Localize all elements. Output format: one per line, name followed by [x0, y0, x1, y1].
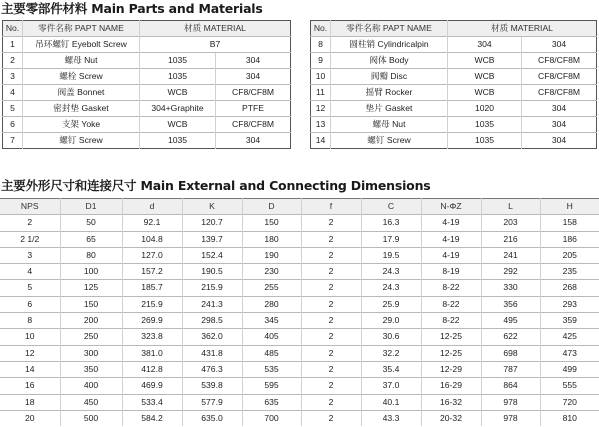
part-material-a: WCB [448, 85, 522, 101]
part-material-a: 1035 [140, 53, 216, 69]
dimension-cell: 350 [60, 361, 122, 377]
part-material-a: WCB [448, 69, 522, 85]
part-material-a: 304+Graphite [140, 101, 216, 117]
dimension-cell: 43.3 [361, 410, 421, 426]
part-material-b: CF8/CF8M [522, 85, 597, 101]
dimension-cell: 698 [481, 345, 540, 361]
dimension-header-cell: N-ΦZ [421, 199, 481, 215]
dimension-cell: 16-32 [421, 394, 481, 410]
part-number: 5 [3, 101, 23, 117]
dimension-header-cell: D [242, 199, 301, 215]
parts-row [3, 69, 291, 85]
dimension-cell: 400 [60, 378, 122, 394]
dimension-cell: 125 [60, 280, 122, 296]
dimension-header-cell: C [361, 199, 421, 215]
dimension-cell: 425 [540, 329, 599, 345]
dimension-cell: 635 [242, 394, 301, 410]
dimension-cell: 180 [242, 231, 301, 247]
dimension-cell: 5 [0, 280, 60, 296]
dimension-cell: 2 [301, 231, 361, 247]
dimension-cell: 241.3 [182, 296, 242, 312]
dimension-cell: 2 [301, 345, 361, 361]
dimension-cell: 241 [481, 247, 540, 263]
parts-row [311, 53, 597, 69]
dimension-cell: 469.9 [122, 378, 182, 394]
dimension-cell: 216 [481, 231, 540, 247]
part-material-b: CF8/CF8M [522, 69, 597, 85]
dimension-row [0, 215, 599, 231]
parts-row [3, 101, 291, 117]
dimension-cell: 24.3 [361, 264, 421, 280]
dimension-cell: 978 [481, 394, 540, 410]
dimension-cell: 20 [0, 410, 60, 426]
dimension-cell: 535 [242, 361, 301, 377]
part-name: 阀瓣 Disc [331, 69, 448, 85]
dimension-cell: 17.9 [361, 231, 421, 247]
part-name: 螺钉 Screw [331, 133, 448, 149]
dimension-cell: 235 [540, 264, 599, 280]
dimension-cell: 381.0 [122, 345, 182, 361]
dimension-cell: 2 [301, 215, 361, 231]
dimension-cell: 450 [60, 394, 122, 410]
dimension-cell: 362.0 [182, 329, 242, 345]
dimension-cell: 555 [540, 378, 599, 394]
part-name: 支架 Yoke [23, 117, 140, 133]
dimension-row [0, 280, 599, 296]
dimension-cell: 200 [60, 313, 122, 329]
parts-row [3, 133, 291, 149]
dimension-cell: 30.6 [361, 329, 421, 345]
dimension-cell: 120.7 [182, 215, 242, 231]
part-material-a: 1035 [448, 133, 522, 149]
dimension-cell: 2 [301, 361, 361, 377]
dimension-cell: 622 [481, 329, 540, 345]
part-number: 3 [3, 69, 23, 85]
dimension-cell: 405 [242, 329, 301, 345]
dimension-header-cell: D1 [60, 199, 122, 215]
dimension-cell: 584.2 [122, 410, 182, 426]
dimension-row [0, 264, 599, 280]
dimension-cell: 577.9 [182, 394, 242, 410]
dimension-cell: 298.5 [182, 313, 242, 329]
dimension-cell: 356 [481, 296, 540, 312]
part-material-b: PTFE [216, 101, 291, 117]
dimension-cell: 157.2 [122, 264, 182, 280]
dimension-cell: 476.3 [182, 361, 242, 377]
dimension-cell: 431.8 [182, 345, 242, 361]
dimension-cell: 50 [60, 215, 122, 231]
parts-table-right [310, 20, 597, 149]
dimension-cell: 4-19 [421, 215, 481, 231]
dimension-cell: 345 [242, 313, 301, 329]
part-number: 2 [3, 53, 23, 69]
dimension-cell: 255 [242, 280, 301, 296]
dimension-cell: 810 [540, 410, 599, 426]
part-material-b: 304 [216, 53, 291, 69]
part-number: 10 [311, 69, 331, 85]
dimension-cell: 203 [481, 215, 540, 231]
part-number: 14 [311, 133, 331, 149]
dimension-cell: 8-22 [421, 280, 481, 296]
parts-heading: 主要零部件材料 Main Parts and Materials [1, 1, 263, 16]
part-material-b: CF8/CF8M [522, 53, 597, 69]
dimension-cell: 127.0 [122, 247, 182, 263]
part-material-b: 304 [522, 37, 597, 53]
header-no: No. [3, 21, 23, 37]
dimension-cell: 330 [481, 280, 540, 296]
dimension-cell: 150 [242, 215, 301, 231]
dimension-row [0, 345, 599, 361]
dimension-cell: 978 [481, 410, 540, 426]
dimension-cell: 300 [60, 345, 122, 361]
part-material-a: 1035 [140, 133, 216, 149]
part-number: 1 [3, 37, 23, 53]
dimension-row [0, 247, 599, 263]
part-name: 吊环螺钉 Eyebolt Screw [23, 37, 140, 53]
dimension-cell: 2 [301, 410, 361, 426]
dimension-cell: 700 [242, 410, 301, 426]
dimension-header-cell: d [122, 199, 182, 215]
dimension-cell: 100 [60, 264, 122, 280]
dimension-cell: 16-29 [421, 378, 481, 394]
part-name: 垫片 Gasket [331, 101, 448, 117]
dimension-cell: 323.8 [122, 329, 182, 345]
parts-row [3, 53, 291, 69]
part-name: 圆柱销 Cylindricalpin [331, 37, 448, 53]
dimension-cell: 8-22 [421, 313, 481, 329]
dimension-row [0, 231, 599, 247]
dimension-cell: 359 [540, 313, 599, 329]
dimension-cell: 139.7 [182, 231, 242, 247]
part-name: 阀体 Body [331, 53, 448, 69]
dimension-cell: 720 [540, 394, 599, 410]
dimension-cell: 473 [540, 345, 599, 361]
dimension-cell: 24.3 [361, 280, 421, 296]
dimension-cell: 292 [481, 264, 540, 280]
part-name: 螺栓 Screw [23, 69, 140, 85]
dimension-cell: 6 [0, 296, 60, 312]
dimension-header-cell: NPS [0, 199, 60, 215]
dimension-row [0, 329, 599, 345]
dimension-header-cell: L [481, 199, 540, 215]
dimensions-heading: 主要外形尺寸和连接尺寸 Main External and Connecting Dimensions [1, 178, 431, 193]
part-material-b: 304 [216, 69, 291, 85]
dimension-cell: 4-19 [421, 247, 481, 263]
dimension-cell: 635.0 [182, 410, 242, 426]
dimension-cell: 500 [60, 410, 122, 426]
part-material-a: 1035 [448, 117, 522, 133]
dimension-row [0, 410, 599, 426]
part-number: 7 [3, 133, 23, 149]
dimension-cell: 539.8 [182, 378, 242, 394]
dimension-cell: 8-22 [421, 296, 481, 312]
dimension-cell: 230 [242, 264, 301, 280]
dimension-cell: 269.9 [122, 313, 182, 329]
part-name: 螺母 Nut [23, 53, 140, 69]
dimension-cell: 2 [301, 280, 361, 296]
dimension-cell: 280 [242, 296, 301, 312]
dimension-cell: 186 [540, 231, 599, 247]
dimension-cell: 485 [242, 345, 301, 361]
parts-header-row [311, 21, 597, 37]
dimension-cell: 250 [60, 329, 122, 345]
dimension-cell: 12-29 [421, 361, 481, 377]
dimension-cell: 80 [60, 247, 122, 263]
dimensions-table [0, 198, 599, 426]
dimension-cell: 4 [0, 264, 60, 280]
dimension-cell: 3 [0, 247, 60, 263]
part-number: 11 [311, 85, 331, 101]
parts-row [311, 133, 597, 149]
part-number: 8 [311, 37, 331, 53]
dimension-cell: 499 [540, 361, 599, 377]
part-material-b: 304 [522, 117, 597, 133]
parts-row [311, 69, 597, 85]
part-number: 13 [311, 117, 331, 133]
dimension-cell: 19.5 [361, 247, 421, 263]
dimension-header-cell: K [182, 199, 242, 215]
dimension-cell: 4-19 [421, 231, 481, 247]
part-name: 螺钉 Screw [23, 133, 140, 149]
dimension-cell: 2 [301, 264, 361, 280]
dimension-cell: 2 1/2 [0, 231, 60, 247]
dimension-cell: 215.9 [122, 296, 182, 312]
parts-header-row [3, 21, 291, 37]
part-material-b: CF8/CF8M [216, 117, 291, 133]
parts-row [311, 101, 597, 117]
dimension-cell: 92.1 [122, 215, 182, 231]
dimension-cell: 2 [301, 394, 361, 410]
dimensions-header-row [0, 199, 599, 215]
dimension-cell: 293 [540, 296, 599, 312]
dimension-cell: 12-25 [421, 345, 481, 361]
dimension-cell: 40.1 [361, 394, 421, 410]
dimension-cell: 8 [0, 313, 60, 329]
dimension-row [0, 296, 599, 312]
dimension-cell: 2 [0, 215, 60, 231]
dimension-cell: 787 [481, 361, 540, 377]
dimension-cell: 65 [60, 231, 122, 247]
dimension-cell: 190 [242, 247, 301, 263]
dimension-cell: 104.8 [122, 231, 182, 247]
header-material: 材质 MATERIAL [448, 21, 597, 37]
dimension-cell: 150 [60, 296, 122, 312]
dimension-cell: 864 [481, 378, 540, 394]
part-number: 12 [311, 101, 331, 117]
dimension-cell: 2 [301, 296, 361, 312]
parts-row [311, 85, 597, 101]
dimension-cell: 412.8 [122, 361, 182, 377]
parts-row [311, 117, 597, 133]
dimension-cell: 25.9 [361, 296, 421, 312]
dimension-cell: 2 [301, 329, 361, 345]
dimension-cell: 205 [540, 247, 599, 263]
dimension-cell: 595 [242, 378, 301, 394]
part-name: 密封垫 Gasket [23, 101, 140, 117]
dimension-cell: 14 [0, 361, 60, 377]
part-material-a: 304 [448, 37, 522, 53]
dimension-cell: 2 [301, 313, 361, 329]
parts-row [3, 85, 291, 101]
dimension-cell: 12 [0, 345, 60, 361]
parts-row [3, 117, 291, 133]
dimension-cell: 2 [301, 378, 361, 394]
dimension-row [0, 313, 599, 329]
dimension-header-cell: f [301, 199, 361, 215]
dimension-cell: 20-32 [421, 410, 481, 426]
parts-row [311, 37, 597, 53]
part-material: B7 [140, 37, 291, 53]
part-material-a: WCB [140, 117, 216, 133]
dimension-cell: 215.9 [182, 280, 242, 296]
dimension-cell: 268 [540, 280, 599, 296]
part-name: 螺母 Nut [331, 117, 448, 133]
part-material-a: 1020 [448, 101, 522, 117]
part-name: 摇臂 Rocker [331, 85, 448, 101]
dimension-cell: 185.7 [122, 280, 182, 296]
dimension-cell: 8-19 [421, 264, 481, 280]
part-material-a: 1035 [140, 69, 216, 85]
part-number: 9 [311, 53, 331, 69]
part-number: 4 [3, 85, 23, 101]
header-no: No. [311, 21, 331, 37]
parts-table-left [2, 20, 291, 149]
part-material-b: CF8/CF8M [216, 85, 291, 101]
header-part-name: 零件名称 PAPT NAME [331, 21, 448, 37]
header-material: 材质 MATERIAL [140, 21, 291, 37]
dimension-cell: 37.0 [361, 378, 421, 394]
part-number: 6 [3, 117, 23, 133]
dimension-cell: 16 [0, 378, 60, 394]
dimension-cell: 2 [301, 247, 361, 263]
part-material-b: 304 [522, 133, 597, 149]
part-name: 阀盖 Bonnet [23, 85, 140, 101]
dimension-cell: 35.4 [361, 361, 421, 377]
dimension-cell: 12-25 [421, 329, 481, 345]
dimension-row [0, 394, 599, 410]
part-material-b: 304 [216, 133, 291, 149]
dimension-cell: 29.0 [361, 313, 421, 329]
dimension-cell: 533.4 [122, 394, 182, 410]
dimension-cell: 18 [0, 394, 60, 410]
dimension-header-cell: H [540, 199, 599, 215]
dimension-cell: 190.5 [182, 264, 242, 280]
part-material-a: WCB [140, 85, 216, 101]
dimension-cell: 10 [0, 329, 60, 345]
parts-row [3, 37, 291, 53]
dimension-cell: 158 [540, 215, 599, 231]
dimension-cell: 16.3 [361, 215, 421, 231]
part-material-b: 304 [522, 101, 597, 117]
dimension-cell: 32.2 [361, 345, 421, 361]
dimension-cell: 152.4 [182, 247, 242, 263]
dimension-row [0, 378, 599, 394]
part-material-a: WCB [448, 53, 522, 69]
dimension-cell: 495 [481, 313, 540, 329]
header-part-name: 零件名称 PAPT NAME [23, 21, 140, 37]
dimension-row [0, 361, 599, 377]
